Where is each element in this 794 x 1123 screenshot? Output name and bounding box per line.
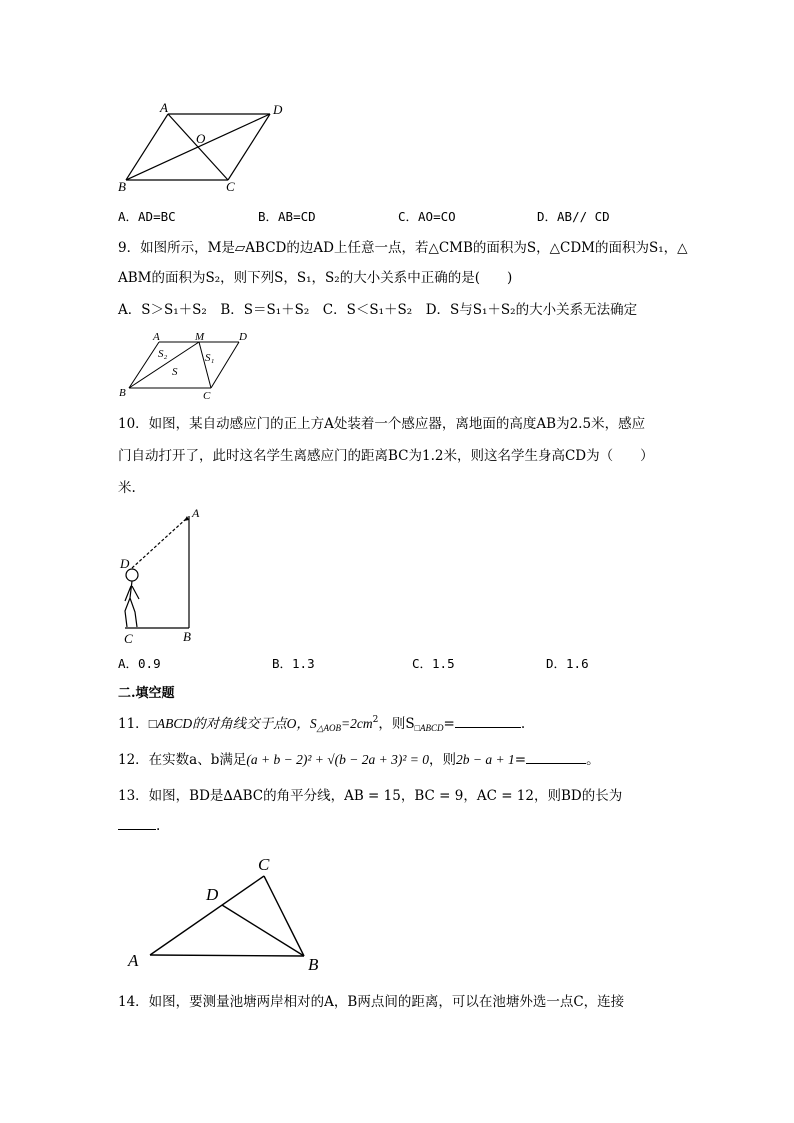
q13-blank-line: [118, 817, 160, 835]
q11-sup-b: 2: [372, 715, 379, 725]
q8-option-a[interactable]: A．AD=BC: [118, 209, 176, 224]
q11-text-a: □ABCD的对角线交于点O，S: [148, 716, 317, 731]
q10-option-a[interactable]: A．0.9: [118, 656, 161, 671]
q12-line: [118, 751, 600, 769]
q10-line-3: 米.: [118, 480, 136, 496]
q9-line-1: 9．如图所示，M是▱ABCD的边AD上任意一点，若△CMB的面积为S，△CDM的面积为S₁，△: [118, 240, 688, 256]
q9-figure: [115, 328, 255, 403]
q11-text-b: =2cm: [341, 716, 373, 731]
q9-label-S1: S₁: [205, 352, 215, 364]
q10-label-B: B: [183, 629, 191, 644]
parallelogram-figure: [110, 98, 300, 198]
student-body: [125, 581, 139, 627]
side-AB: [150, 955, 304, 956]
q9-label-C: C: [203, 390, 211, 402]
label-A: A: [160, 100, 168, 115]
q13-line: 13．如图，BD是∆ABC的角平分线，AB = 15，BC = 9，AC = 12，则BD的长为: [118, 788, 623, 804]
q10-figure: [115, 500, 215, 645]
q11-number: 11．: [118, 716, 149, 732]
q9-label-S2: S₂: [158, 348, 168, 360]
q10-option-b[interactable]: B．1.3: [272, 656, 315, 671]
q8-option-b[interactable]: B．AB=CD: [258, 209, 316, 224]
q12-text-a: 12．在实数a、b满足: [118, 752, 247, 768]
q9-options[interactable]: A．S＞S₁＋S₂ B．S＝S₁＋S₂ C．S＜S₁＋S₂ D．S与S₁＋S₂的大小关系无法确定: [118, 302, 638, 318]
q10-label-A: A: [192, 506, 200, 520]
q10-label-D: D: [120, 556, 130, 571]
q11-text-d: =: [443, 716, 455, 732]
q8-option-c[interactable]: C．AO=CO: [398, 209, 456, 224]
q13-end: .: [156, 818, 161, 834]
q9-line-2: ABM的面积为S₂，则下列S，S₁，S₂的大小关系中正确的是( ): [118, 270, 513, 286]
q10-option-c[interactable]: C．1.5: [412, 656, 455, 671]
q12-expr-2: 2b − a + 1: [456, 752, 515, 767]
q11-sub-a: △AOB: [316, 723, 342, 733]
q13-label-B: B: [308, 955, 319, 974]
label-O: O: [196, 131, 206, 146]
q11-sub-c: □ABCD: [414, 723, 444, 733]
q9-label-S: S: [172, 366, 178, 378]
q12-text-b: ，则: [429, 752, 457, 768]
q10-line-2: 门自动打开了，此时这名学生离感应门的距离BC为1.2米，则这名学生身高CD为（ ）: [118, 448, 654, 464]
q10-option-d[interactable]: D．1.6: [546, 656, 589, 671]
q12-end: 。: [586, 752, 600, 768]
q12-expr-1: (a + b − 2)² + √(b − 2a + 3)² = 0: [246, 752, 430, 767]
q11-answer-blank[interactable]: [455, 715, 521, 728]
q13-label-D: D: [206, 885, 219, 904]
label-B: B: [118, 179, 126, 194]
label-D: D: [273, 102, 283, 117]
section-heading: 二.填空题: [118, 686, 175, 701]
q8-option-d[interactable]: D．AB// CD: [537, 209, 610, 224]
q10-line-1: 10．如图，某自动感应门的正上方A处装着一个感应器，离地面的高度AB为2.5米，感应: [118, 416, 646, 432]
q9-label-B: B: [119, 387, 126, 399]
q14-line: 14．如图，要测量池塘两岸相对的A，B两点间的距离，可以在池塘外选一点C，连接: [118, 994, 625, 1010]
sensor-dashed-line: [132, 518, 187, 568]
q13-answer-blank[interactable]: [118, 817, 156, 830]
q13-label-C: C: [258, 855, 270, 874]
q9-label-D: D: [239, 331, 247, 343]
q11-line: [118, 711, 525, 737]
q10-label-C: C: [124, 631, 133, 645]
q9-label-A: A: [153, 331, 160, 343]
q9-label-M: M: [195, 331, 205, 343]
label-C: C: [226, 179, 235, 194]
q12-text-c: =: [514, 752, 527, 768]
q13-figure: [118, 852, 338, 977]
q11-text-c: ，则S: [378, 716, 415, 732]
q12-answer-blank[interactable]: [526, 751, 586, 764]
q11-end: .: [520, 716, 526, 732]
q13-label-A: A: [128, 951, 139, 970]
